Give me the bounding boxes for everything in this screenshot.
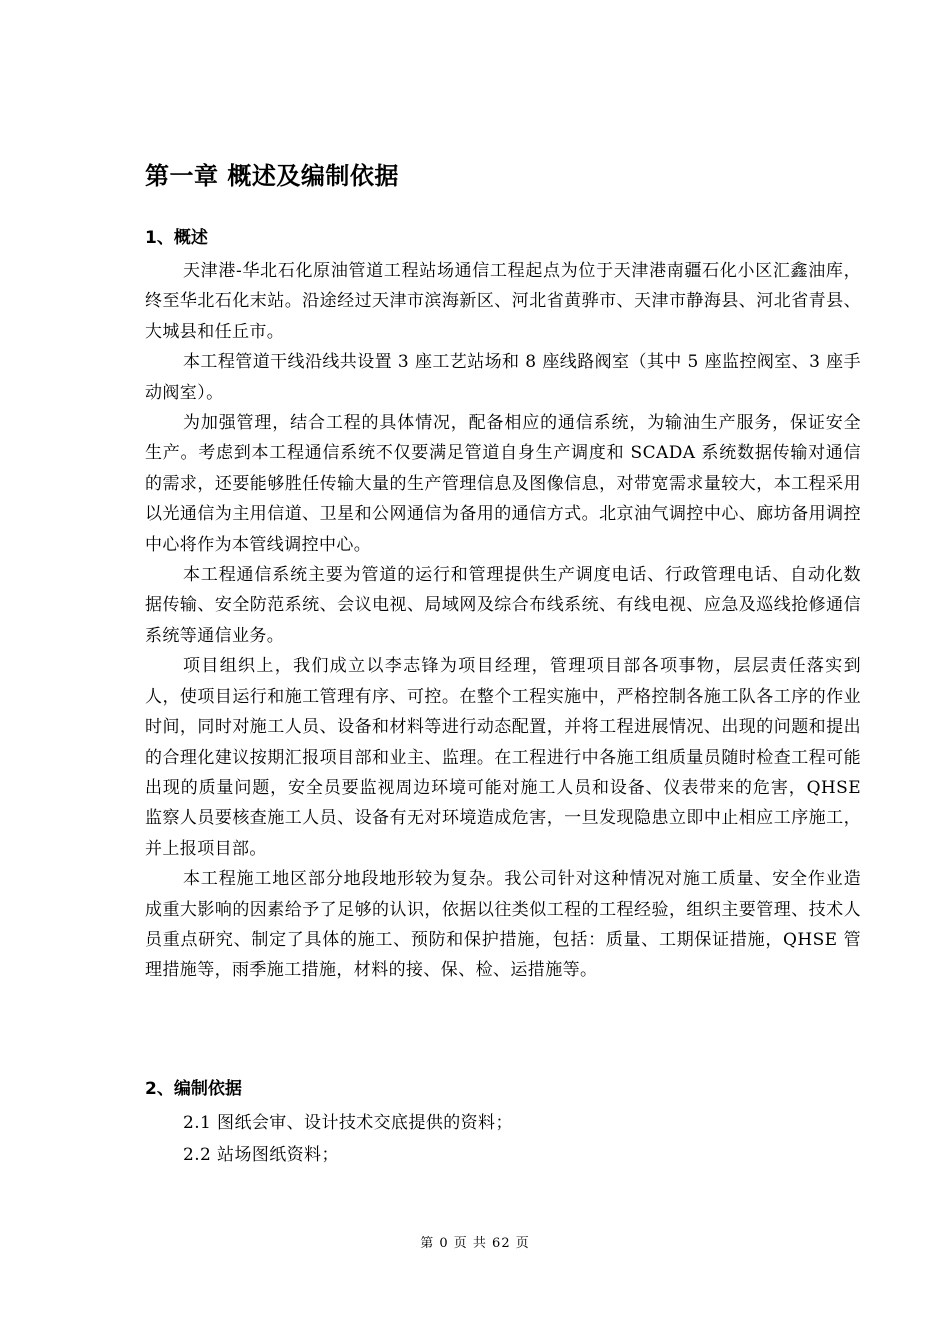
section-heading-overview: 1、概述 [145, 228, 208, 248]
overview-paragraph: 本工程管道干线沿线共设置 3 座工艺站场和 8 座线路阀室（其中 5 座监控阀室、3 座手动阀室）。 [145, 352, 861, 403]
basis-list-item: 2.1 图纸会审、设计技术交底提供的资料； [183, 1113, 513, 1133]
overview-paragraph: 天津港-华北石化原油管道工程站场通信工程起点为位于天津港南疆石化小区汇鑫油库，终至华北石化末站。沿途经过天津市滨海新区、河北省黄骅市、天津市静海县、河北省青县、大城县和任丘市。 [145, 261, 861, 342]
section-heading-basis: 2、编制依据 [145, 1079, 242, 1099]
overview-paragraph: 项目组织上，我们成立以李志锋为项目经理，管理项目部各项事物，层层责任落实到人，使项目运行和施工管理有序、可控。在整个工程实施中，严格控制各施工队各工序的作业时间，同时对施工人员、设备和材料等进行动态配置，并将工程进展情况、出现的问题和提出的合理化建议按期汇报项目部和业主、监理。在工程进行中各施工组质量员随时检查工程可能出现的质量问题，安全员要监视周边环境可能对施工人员和设备、仪表带来的危害，QHSE 监察人员要核查施工人员、设备有无对环境造成危害，一旦发现隐患立即中止相应工序施工，并上报项目部。 [145, 656, 861, 859]
basis-list-item: 2.2 站场图纸资料； [183, 1145, 339, 1165]
chapter-title: 第一章 概述及编制依据 [145, 162, 399, 190]
basis-list [145, 1107, 861, 1171]
page-footer: 第 0 页 共 62 页 [420, 1236, 530, 1251]
overview-paragraph: 本工程施工地区部分地段地形较为复杂。我公司针对这种情况对施工质量、安全作业造成重大影响的因素给予了足够的认识，依据以往类似工程的工程经验，组织主要管理、技术人员重点研究、制定了具体的施工、预防和保护措施，包括：质量、工期保证措施，QHSE 管理措施等，雨季施工措施，材料的接、保、检、运措施等。 [145, 869, 861, 981]
overview-paragraph: 本工程通信系统主要为管道的运行和管理提供生产调度电话、行政管理电话、自动化数据传输、安全防范系统、会议电视、局域网及综合布线系统、有线电视、应急及巡线抢修通信系统等通信业务。 [145, 565, 861, 646]
overview-paragraph: 为加强管理，结合工程的具体情况，配备相应的通信系统，为输油生产服务，保证安全生产。考虑到本工程通信系统不仅要满足管道自身生产调度和 SCADA 系统数据传输对通信的需求，还要能够胜任传输大量的生产管理信息及图像信息，对带宽需求量较大，本工程采用以光通信为主用信道、卫星和公网通信为备用的通信方式。北京油气调控中心、廊坊备用调控中心将作为本管线调控中心。 [145, 413, 861, 555]
overview-body [145, 256, 861, 986]
